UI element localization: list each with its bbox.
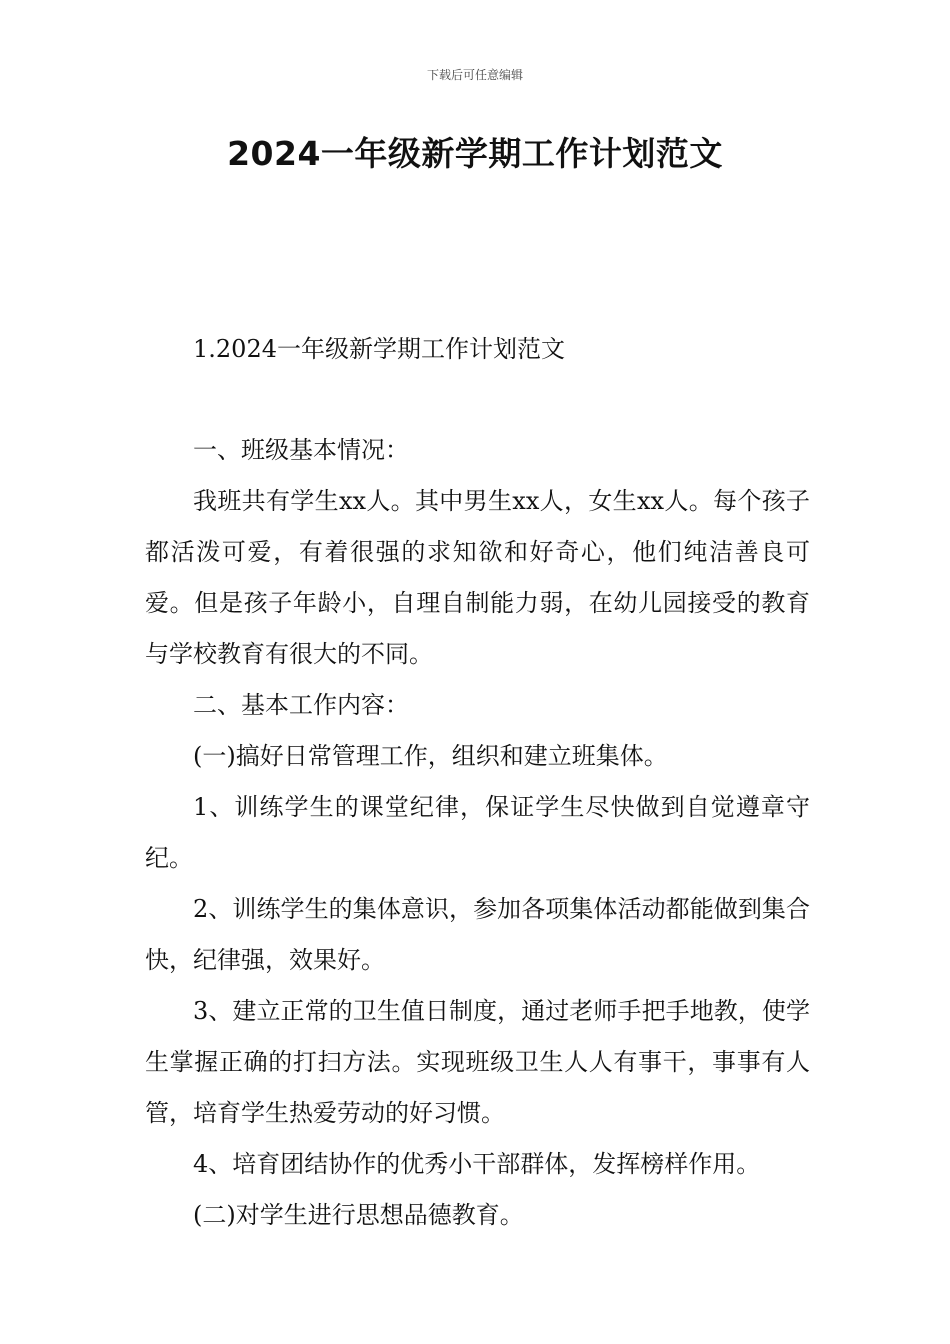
paragraph: 1、训练学生的课堂纪律，保证学生尽快做到自觉遵章守纪。 <box>145 793 810 872</box>
paragraph: 2、训练学生的集体意识，参加各项集体活动都能做到集合快，纪律强，效果好。 <box>145 895 810 974</box>
paragraph: (二)对学生进行思想品德教育。 <box>193 1201 524 1229</box>
paragraph: 一、班级基本情况： <box>193 436 409 464</box>
paragraph: (一)搞好日常管理工作，组织和建立班集体。 <box>193 742 668 770</box>
paragraph: 我班共有学生xx人。其中男生xx人，女生xx人。每个孩子都活泼可爱，有着很强的求知欲和好奇心，他们纯洁善良可爱。但是孩子年龄小，自理自制能力弱，在幼儿园接受的教育与学校教育有很大的不同。 <box>145 487 810 668</box>
document-subtitle: 1.2024一年级新学期工作计划范文 <box>193 335 565 363</box>
document-title: 2024一年级新学期工作计划范文 <box>227 134 723 173</box>
paragraph: 3、建立正常的卫生值日制度，通过老师手把手地教，使学生掌握正确的打扫方法。实现班级卫生人人有事干，事事有人管，培育学生热爱劳动的好习惯。 <box>145 997 810 1127</box>
paragraph: 4、培育团结协作的优秀小干部群体，发挥榜样作用。 <box>193 1150 761 1178</box>
paragraph: 二、基本工作内容： <box>193 691 409 719</box>
document-body <box>145 425 810 1241</box>
header-note: 下载后可任意编辑 <box>426 68 523 82</box>
